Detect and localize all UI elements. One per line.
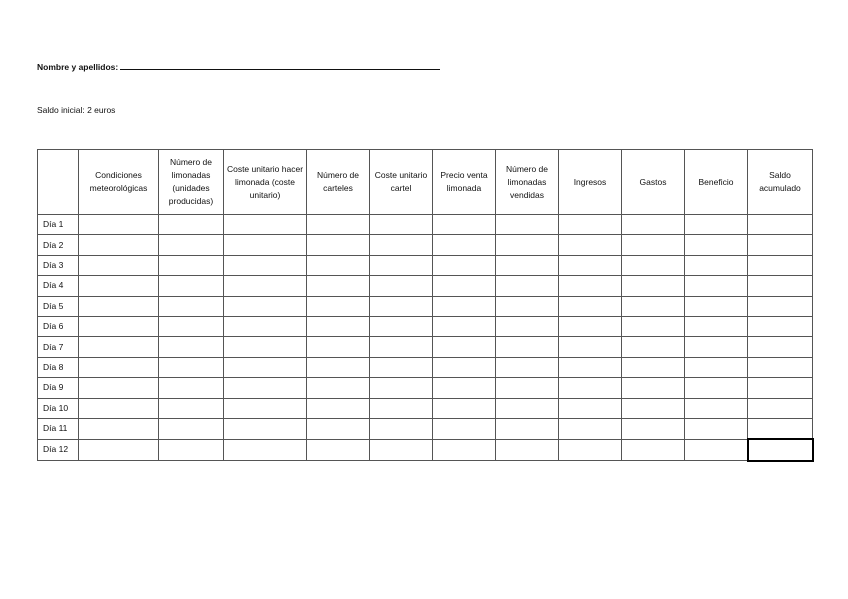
table-cell[interactable] bbox=[159, 235, 224, 255]
table-cell[interactable] bbox=[433, 418, 496, 439]
table-cell[interactable] bbox=[79, 235, 159, 255]
initial-balance: Saldo inicial: 2 euros bbox=[37, 105, 116, 115]
table-cell[interactable] bbox=[685, 215, 748, 235]
table-cell[interactable] bbox=[748, 378, 813, 398]
table-cell[interactable] bbox=[307, 316, 370, 336]
table-cell[interactable] bbox=[685, 316, 748, 336]
day-label: Día 2 bbox=[38, 235, 79, 255]
table-cell[interactable] bbox=[559, 398, 622, 418]
day-label: Día 12 bbox=[38, 439, 79, 460]
table-cell[interactable] bbox=[224, 357, 307, 377]
table-cell[interactable] bbox=[159, 398, 224, 418]
table-row bbox=[38, 398, 813, 418]
table-row bbox=[38, 439, 813, 460]
table-cell[interactable] bbox=[224, 316, 307, 336]
table-cell[interactable] bbox=[370, 255, 433, 275]
table-cell[interactable] bbox=[79, 357, 159, 377]
table-cell[interactable] bbox=[79, 296, 159, 316]
table-cell[interactable] bbox=[622, 316, 685, 336]
table-cell[interactable] bbox=[159, 357, 224, 377]
day-label: Día 11 bbox=[38, 418, 79, 439]
table-cell[interactable] bbox=[224, 296, 307, 316]
table-cell[interactable] bbox=[433, 296, 496, 316]
day-label: Día 10 bbox=[38, 398, 79, 418]
table-cell[interactable] bbox=[159, 439, 224, 460]
day-label: Día 9 bbox=[38, 378, 79, 398]
table-cell[interactable] bbox=[79, 439, 159, 460]
column-header: Coste unitario hacer limonada (coste unitario) bbox=[224, 150, 307, 215]
table-cell[interactable] bbox=[370, 235, 433, 255]
table-cell[interactable] bbox=[79, 378, 159, 398]
table-cell[interactable] bbox=[224, 235, 307, 255]
table-cell[interactable] bbox=[224, 276, 307, 296]
table-cell[interactable] bbox=[559, 337, 622, 357]
table-cell[interactable] bbox=[496, 276, 559, 296]
table-row bbox=[38, 378, 813, 398]
table-cell[interactable] bbox=[622, 439, 685, 460]
table-cell[interactable] bbox=[622, 235, 685, 255]
table-cell[interactable] bbox=[622, 215, 685, 235]
table-cell[interactable] bbox=[433, 337, 496, 357]
table-cell[interactable] bbox=[370, 276, 433, 296]
table-cell[interactable] bbox=[433, 276, 496, 296]
table-cell[interactable] bbox=[159, 276, 224, 296]
column-header: Número de limonadas (unidades producidas) bbox=[159, 150, 224, 215]
table-cell[interactable] bbox=[496, 337, 559, 357]
table-cell[interactable] bbox=[685, 296, 748, 316]
table-cell[interactable] bbox=[622, 378, 685, 398]
table-cell[interactable] bbox=[496, 357, 559, 377]
table-cell[interactable] bbox=[224, 337, 307, 357]
table-cell[interactable] bbox=[433, 316, 496, 336]
table-cell[interactable] bbox=[496, 316, 559, 336]
table-cell[interactable] bbox=[559, 378, 622, 398]
column-header: Número de limonadas vendidas bbox=[496, 150, 559, 215]
table-cell[interactable] bbox=[622, 398, 685, 418]
table-cell[interactable] bbox=[496, 418, 559, 439]
table-cell[interactable] bbox=[159, 296, 224, 316]
table-cell[interactable] bbox=[559, 215, 622, 235]
table-cell[interactable] bbox=[370, 439, 433, 460]
table-cell[interactable] bbox=[307, 276, 370, 296]
table-cell[interactable] bbox=[496, 439, 559, 460]
table-cell[interactable] bbox=[307, 255, 370, 275]
table-cell[interactable] bbox=[748, 337, 813, 357]
table-cell[interactable] bbox=[224, 215, 307, 235]
table-cell[interactable] bbox=[496, 378, 559, 398]
table-cell[interactable] bbox=[496, 398, 559, 418]
table-cell[interactable] bbox=[748, 418, 813, 439]
column-header: Coste unitario cartel bbox=[370, 150, 433, 215]
table-cell[interactable] bbox=[685, 276, 748, 296]
table-cell[interactable] bbox=[433, 357, 496, 377]
table-cell[interactable] bbox=[559, 235, 622, 255]
table-cell[interactable] bbox=[159, 215, 224, 235]
column-header: Ingresos bbox=[559, 150, 622, 215]
table-cell[interactable] bbox=[79, 215, 159, 235]
table-cell[interactable] bbox=[559, 296, 622, 316]
day-label: Día 7 bbox=[38, 337, 79, 357]
table-cell[interactable] bbox=[79, 418, 159, 439]
table-cell[interactable] bbox=[224, 398, 307, 418]
table-cell[interactable] bbox=[559, 357, 622, 377]
table-cell[interactable] bbox=[370, 418, 433, 439]
table-cell[interactable] bbox=[748, 235, 813, 255]
table-cell[interactable] bbox=[748, 255, 813, 275]
name-field-line bbox=[37, 61, 440, 72]
table-cell[interactable] bbox=[307, 215, 370, 235]
column-header: Saldo acumulado bbox=[748, 150, 813, 215]
table-cell[interactable] bbox=[496, 215, 559, 235]
table-row bbox=[38, 316, 813, 336]
table-cell[interactable] bbox=[224, 418, 307, 439]
table-cell[interactable] bbox=[159, 418, 224, 439]
table-cell[interactable] bbox=[496, 235, 559, 255]
table-cell[interactable] bbox=[622, 357, 685, 377]
table-cell[interactable] bbox=[370, 296, 433, 316]
table-cell[interactable] bbox=[685, 439, 748, 460]
table-cell[interactable] bbox=[559, 255, 622, 275]
table-row bbox=[38, 276, 813, 296]
day-label: Día 3 bbox=[38, 255, 79, 275]
table-cell[interactable] bbox=[496, 296, 559, 316]
table-cell[interactable] bbox=[622, 337, 685, 357]
table-cell[interactable] bbox=[433, 255, 496, 275]
column-header: Precio venta limonada bbox=[433, 150, 496, 215]
table-cell[interactable] bbox=[370, 398, 433, 418]
table-cell[interactable] bbox=[370, 316, 433, 336]
table-row bbox=[38, 357, 813, 377]
table-cell[interactable] bbox=[559, 418, 622, 439]
table-cell[interactable] bbox=[559, 276, 622, 296]
table-cell[interactable] bbox=[685, 235, 748, 255]
table-cell[interactable] bbox=[370, 337, 433, 357]
table-cell[interactable] bbox=[748, 357, 813, 377]
table-cell[interactable] bbox=[307, 398, 370, 418]
column-header: Condiciones meteorológicas bbox=[79, 150, 159, 215]
name-underline[interactable] bbox=[120, 61, 440, 70]
table-cell[interactable] bbox=[433, 398, 496, 418]
table-cell[interactable] bbox=[748, 276, 813, 296]
table-cell[interactable] bbox=[748, 296, 813, 316]
table-cell[interactable] bbox=[433, 439, 496, 460]
header-row bbox=[38, 150, 813, 215]
table-cell[interactable] bbox=[685, 378, 748, 398]
table-cell[interactable] bbox=[748, 215, 813, 235]
table-cell[interactable] bbox=[622, 276, 685, 296]
table-cell[interactable] bbox=[370, 357, 433, 377]
table-cell[interactable] bbox=[622, 296, 685, 316]
column-header: Beneficio bbox=[685, 150, 748, 215]
day-label: Día 8 bbox=[38, 357, 79, 377]
table-row bbox=[38, 296, 813, 316]
table-cell[interactable] bbox=[307, 418, 370, 439]
table-cell[interactable] bbox=[224, 378, 307, 398]
table-cell[interactable] bbox=[685, 357, 748, 377]
table-cell[interactable] bbox=[307, 235, 370, 255]
column-header: Gastos bbox=[622, 150, 685, 215]
table-row bbox=[38, 215, 813, 235]
table-cell[interactable] bbox=[307, 296, 370, 316]
table-cell[interactable] bbox=[559, 439, 622, 460]
table-cell[interactable] bbox=[370, 215, 433, 235]
table-body bbox=[38, 215, 813, 461]
day-label: Día 4 bbox=[38, 276, 79, 296]
table-cell[interactable] bbox=[79, 316, 159, 336]
table-row bbox=[38, 255, 813, 275]
day-label: Día 1 bbox=[38, 215, 79, 235]
table-cell[interactable] bbox=[159, 316, 224, 336]
lemonade-table bbox=[37, 149, 814, 462]
table-cell[interactable] bbox=[685, 418, 748, 439]
table-cell[interactable] bbox=[496, 255, 559, 275]
table-cell[interactable] bbox=[559, 316, 622, 336]
day-label: Día 5 bbox=[38, 296, 79, 316]
table-cell[interactable] bbox=[685, 337, 748, 357]
table-cell[interactable] bbox=[224, 255, 307, 275]
table-cell[interactable] bbox=[433, 215, 496, 235]
table-cell[interactable] bbox=[307, 439, 370, 460]
table-cell[interactable] bbox=[307, 337, 370, 357]
table-cell[interactable] bbox=[159, 337, 224, 357]
table-cell[interactable] bbox=[224, 439, 307, 460]
table-cell[interactable] bbox=[370, 378, 433, 398]
table-cell[interactable] bbox=[79, 398, 159, 418]
table-cell[interactable] bbox=[748, 316, 813, 336]
table-row bbox=[38, 337, 813, 357]
table-cell[interactable] bbox=[159, 255, 224, 275]
table-cell[interactable] bbox=[433, 235, 496, 255]
table-row bbox=[38, 235, 813, 255]
table-cell[interactable] bbox=[433, 378, 496, 398]
table-cell[interactable] bbox=[159, 378, 224, 398]
name-label: Nombre y apellidos: bbox=[37, 62, 119, 72]
table-cell[interactable] bbox=[748, 439, 813, 460]
table-cell[interactable] bbox=[307, 378, 370, 398]
column-header bbox=[38, 150, 79, 215]
table-cell[interactable] bbox=[685, 255, 748, 275]
table-cell[interactable] bbox=[685, 398, 748, 418]
table-cell[interactable] bbox=[622, 418, 685, 439]
column-header: Número de carteles bbox=[307, 150, 370, 215]
table-cell[interactable] bbox=[307, 357, 370, 377]
table-cell[interactable] bbox=[622, 255, 685, 275]
day-label: Día 6 bbox=[38, 316, 79, 336]
table-cell[interactable] bbox=[79, 337, 159, 357]
table-cell[interactable] bbox=[79, 276, 159, 296]
table-cell[interactable] bbox=[79, 255, 159, 275]
table-row bbox=[38, 418, 813, 439]
table-cell[interactable] bbox=[748, 398, 813, 418]
